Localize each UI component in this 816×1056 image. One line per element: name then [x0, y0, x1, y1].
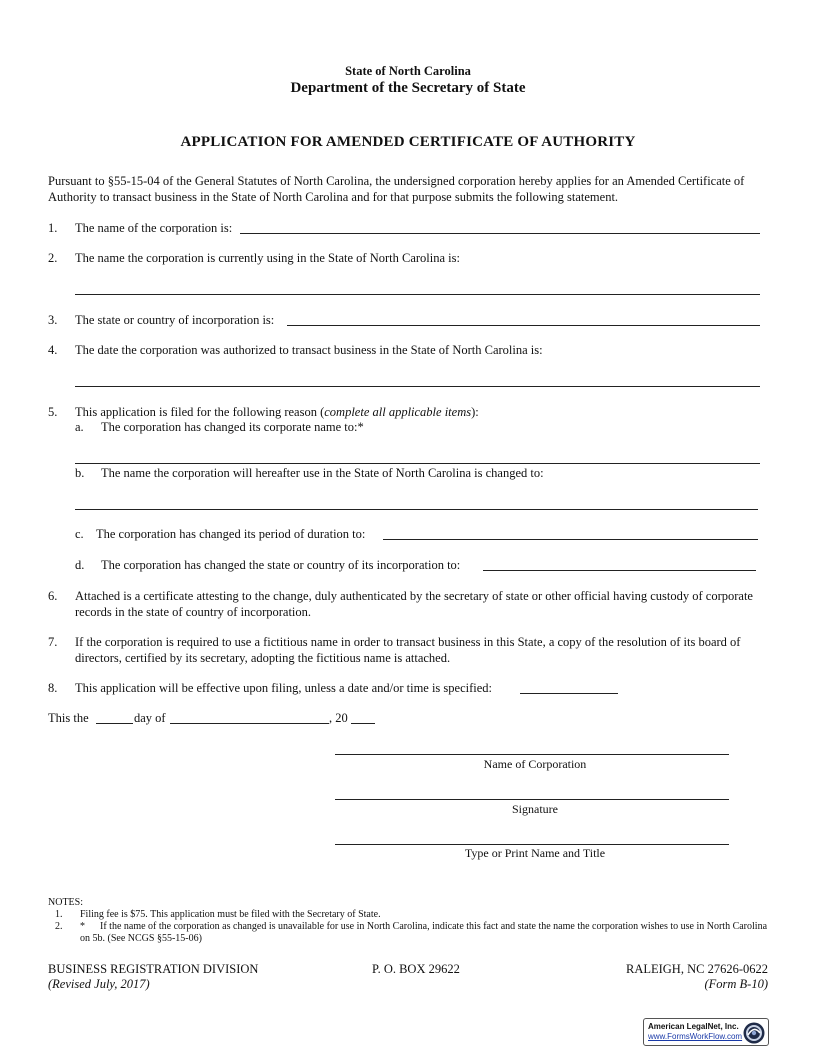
state-of-incorporation-field[interactable] — [287, 325, 760, 326]
footer-revised: (Revised July, 2017) — [48, 977, 150, 991]
note-1-number: 1. — [55, 909, 63, 920]
corporation-name-signature-line[interactable] — [335, 754, 729, 755]
corporation-name-field[interactable] — [240, 233, 760, 234]
notes-heading: NOTES: — [48, 897, 83, 908]
department-heading: Department of the Secretary of State — [290, 80, 526, 96]
period-of-duration-field[interactable] — [383, 539, 758, 540]
item-1-label: The name of the corporation is: — [75, 221, 233, 235]
footer-form-number: (Form B-10) — [704, 977, 768, 991]
day-of-label: day of — [134, 711, 166, 725]
new-corporate-name-field[interactable] — [75, 463, 760, 464]
form-title: APPLICATION FOR AMENDED CERTIFICATE OF AUTHORITY — [180, 134, 636, 150]
name-and-title-line[interactable] — [335, 844, 729, 845]
american-legalnet-logo[interactable] — [643, 1018, 769, 1046]
current-name-field[interactable] — [75, 294, 760, 295]
assumed-name-field[interactable] — [75, 509, 758, 510]
item-8-number: 8. — [48, 681, 58, 695]
item-5c-label: The corporation has changed its period of duration to: — [96, 527, 366, 541]
note-2-text: If the name of the corporation as changed is unavailable for use in North Carolina, indicate this fact and state the name the corporation wishes to use in North Carolina on 5b. (See NCGS §55-15-06) — [80, 921, 768, 944]
item-3-number: 3. — [48, 313, 58, 327]
note-2-number: 2. — [55, 921, 63, 932]
authorization-date-field[interactable] — [75, 386, 760, 387]
year-prefix-label: , 20 — [329, 711, 348, 725]
day-field[interactable] — [96, 723, 133, 724]
item-3-label: The state or country of incorporation is: — [75, 313, 275, 327]
item-7-number: 7. — [48, 635, 58, 649]
item-5b-letter: b. — [75, 466, 85, 480]
state-heading: State of North Carolina — [345, 64, 471, 78]
item-4-number: 4. — [48, 343, 58, 357]
globe-swirl-icon — [742, 1021, 766, 1045]
item-5-text-a: This application is filed for the following reason ( — [75, 405, 325, 419]
item-5-number: 5. — [48, 405, 58, 419]
item-5c-letter: c. — [75, 527, 84, 541]
footer-city: RALEIGH, NC 27626-0622 — [625, 962, 768, 976]
item-5-text-italic: complete all applicable items — [324, 405, 472, 419]
item-8-label: This application will be effective upon filing, unless a date and/or time is specified: — [75, 681, 493, 695]
item-5b-label: The name the corporation will hereafter use in the State of North Carolina is changed to: — [101, 466, 544, 480]
item-2-label: The name the corporation is currently using in the State of North Carolina is: — [75, 251, 460, 265]
item-2-number: 2. — [48, 251, 58, 265]
signature-line[interactable] — [335, 799, 729, 800]
note-2-star: * — [80, 921, 85, 932]
year-field[interactable] — [351, 723, 375, 724]
month-field[interactable] — [170, 723, 329, 724]
footer-division: BUSINESS REGISTRATION DIVISION — [48, 962, 259, 976]
item-6-number: 6. — [48, 589, 58, 603]
name-and-title-label: Type or Print Name and Title — [464, 846, 606, 860]
item-5a-label: The corporation has changed its corporate name to:* — [101, 420, 364, 434]
intro-paragraph: Pursuant to §55-15-04 of the General Statutes of North Carolina, the undersigned corporation hereby applies for an Amended Certificate of Authority to transact business in the State of North Carolina and for that purpose submits the following statement. — [48, 174, 745, 204]
item-4-label: The date the corporation was authorized to transact business in the State of North Carolina is: — [75, 343, 543, 357]
this-the-label: This the — [48, 711, 89, 725]
item-7-text: If the corporation is required to use a fictitious name in order to transact business in this State, a copy of the resolution of its board of directors, certified by its secretary, adopting the fictitious name is attached. — [75, 635, 741, 665]
logo-website-link[interactable]: www.FormsWorkFlow.com — [648, 1032, 743, 1041]
item-5-text-c: ): — [471, 405, 479, 419]
footer-po-box: P. O. BOX 29622 — [372, 962, 460, 976]
item-6-text: Attached is a certificate attesting to the change, duly authenticated by the secretary of state or other official having custody of corporate records in the state of country of incorporation. — [75, 589, 753, 619]
signature-label: Signature — [512, 802, 558, 816]
new-state-of-incorporation-field[interactable] — [483, 570, 756, 571]
logo-company-name: American LegalNet, Inc. — [648, 1022, 739, 1031]
effective-date-field[interactable] — [520, 693, 618, 694]
name-of-corporation-label: Name of Corporation — [483, 757, 587, 771]
item-5-label — [75, 404, 479, 420]
item-5d-letter: d. — [75, 558, 85, 572]
note-1-text: Filing fee is $75. This application must be filed with the Secretary of State. — [80, 909, 381, 920]
item-5a-letter: a. — [75, 420, 84, 434]
item-1-number: 1. — [48, 221, 58, 235]
item-5d-label: The corporation has changed the state or country of its incorporation to: — [101, 558, 461, 572]
